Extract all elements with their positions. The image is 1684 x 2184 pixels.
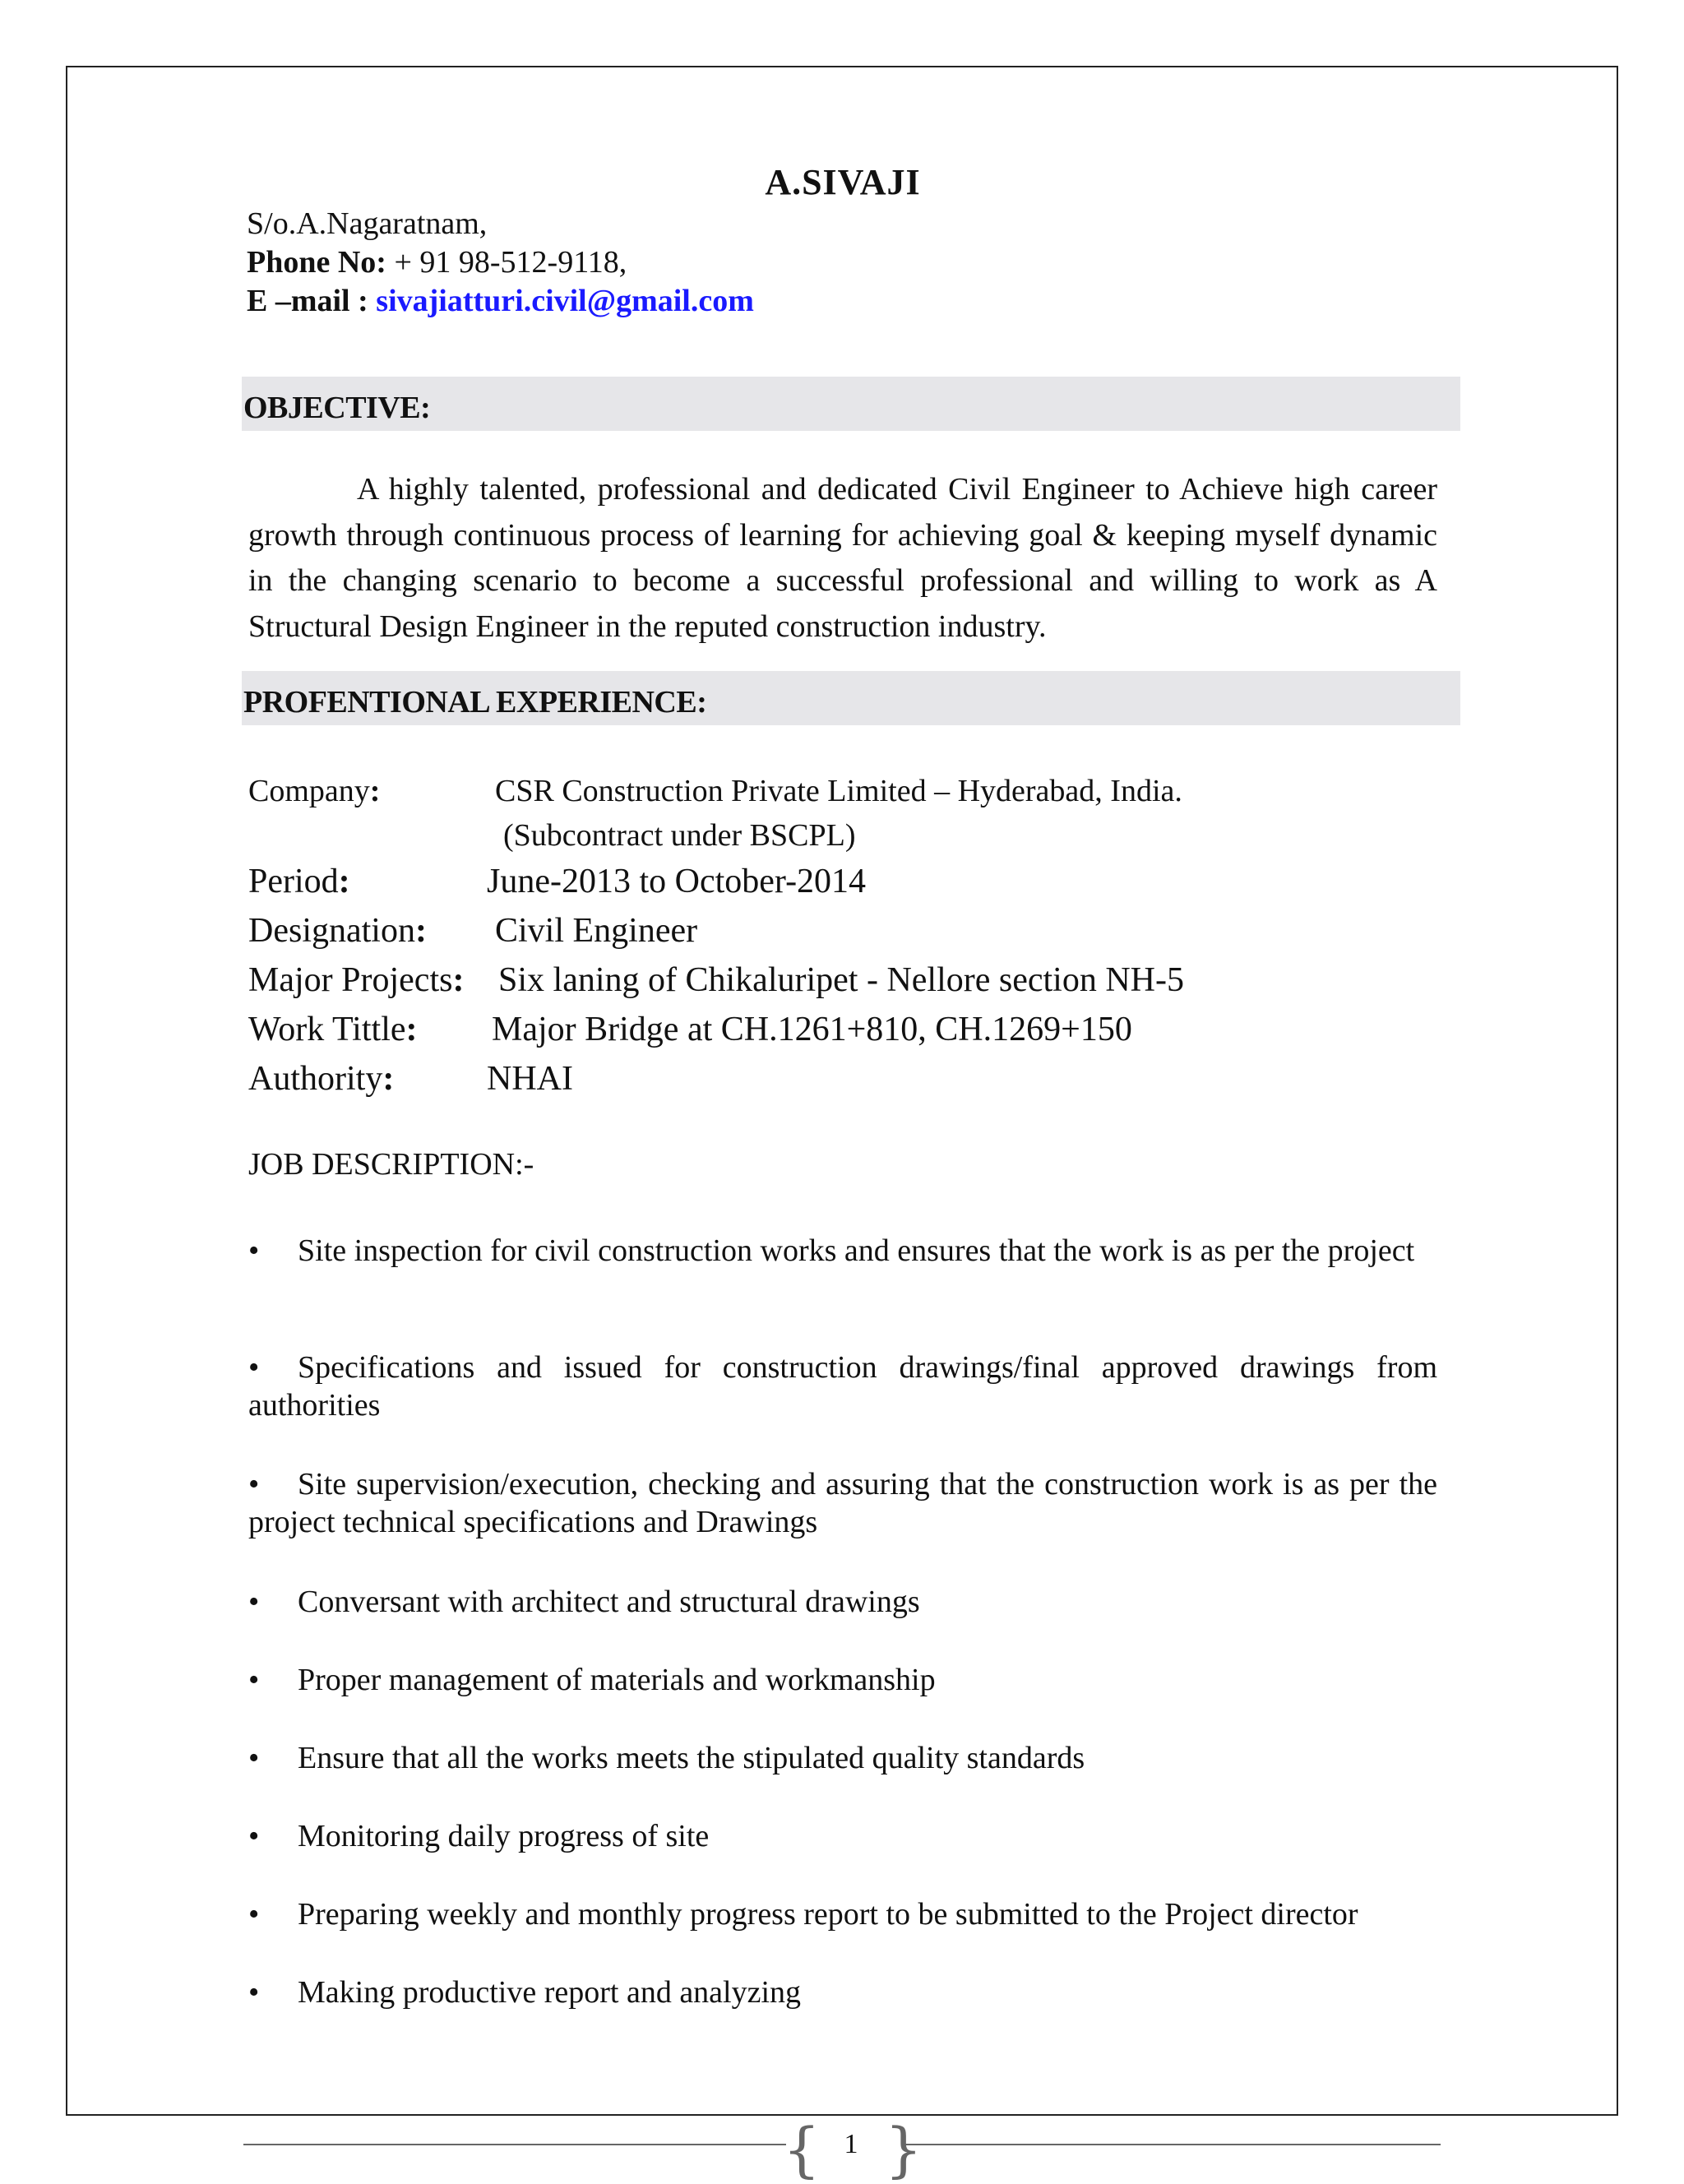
experience-heading: PROFENTIONAL EXPERIENCE:: [243, 685, 707, 720]
experience-section-bar: [242, 671, 1460, 725]
list-item: [248, 1661, 1437, 1699]
designation-label: Designation:: [248, 912, 427, 950]
list-item: [248, 1817, 1437, 1855]
objective-text: A highly talented, professional and dedicated Civil Engineer to Achieve high career growth through continuous process of learning for achieving goal & keeping myself dynamic in the changing scenario to become a successful professional and willing to work as A Structural Design Engineer in the reputed construction industry.: [248, 472, 1437, 644]
list-item: [248, 1973, 1437, 2011]
bullet-icon: •: [248, 1233, 260, 1268]
footer-rule-right: [901, 2144, 1441, 2145]
bullet-icon: •: [248, 1741, 260, 1775]
footer-brace-left: {: [783, 2115, 821, 2184]
list-item-text: Site supervision/execution, checking and assuring that the construction work is as per the project technical specifications and Drawings: [248, 1467, 1437, 1539]
bullet-icon: •: [248, 1350, 260, 1385]
period-value: June-2013 to October-2014: [487, 863, 867, 900]
authority-value: NHAI: [487, 1060, 573, 1098]
bullet-icon: •: [248, 1663, 260, 1697]
bullet-icon: •: [248, 1897, 260, 1932]
list-item: [248, 1583, 1437, 1621]
list-item-text: Specifications and issued for construction drawings/final approved drawings from authorities: [248, 1350, 1437, 1423]
list-item: [248, 1739, 1437, 1777]
list-item-text: Making productive report and analyzing: [298, 1975, 802, 2010]
list-item-text: Proper management of materials and workmanship: [298, 1663, 936, 1697]
list-item-text: Conversant with architect and structural drawings: [298, 1585, 920, 1619]
work-title-value: Major Bridge at CH.1261+810, CH.1269+150: [492, 1011, 1132, 1048]
authority-label: Authority:: [248, 1060, 395, 1098]
email-label: E –mail :: [247, 284, 377, 318]
list-item-text: Ensure that all the works meets the stipulated quality standards: [298, 1741, 1085, 1775]
email-link[interactable]: sivajiatturi.civil@gmail.com: [376, 284, 754, 318]
footer-brace-right: }: [885, 2115, 923, 2184]
bullet-icon: •: [248, 1819, 260, 1853]
objective-heading: OBJECTIVE:: [243, 391, 431, 425]
list-item: [248, 1349, 1437, 1424]
company-label: Company:: [248, 774, 381, 808]
designation-value: Civil Engineer: [495, 912, 698, 950]
phone-label: Phone No:: [247, 245, 386, 280]
objective-section-bar: [242, 377, 1460, 431]
list-item-text: Preparing weekly and monthly progress report to be submitted to the Project director: [298, 1897, 1358, 1932]
email-line: [247, 283, 754, 319]
bullet-icon: •: [248, 1975, 260, 2010]
period-label: Period:: [248, 863, 350, 900]
list-item: [248, 1465, 1437, 1541]
phone-line: [247, 244, 627, 280]
company-note: (Subcontract under BSCPL): [503, 818, 856, 853]
footer-rule-left: [243, 2144, 786, 2145]
projects-label: Major Projects:: [248, 961, 465, 999]
parent-name: S/o.A.Nagaratnam,: [247, 206, 488, 241]
page-number: 1: [844, 2129, 858, 2159]
bullet-icon: •: [248, 1467, 260, 1502]
company-value: CSR Construction Private Limited – Hyderabad, India.: [495, 774, 1182, 808]
work-title-label: Work Tittle:: [248, 1011, 418, 1048]
list-item-text: Site inspection for civil construction works and ensures that the work is as per the project: [298, 1233, 1415, 1268]
bullet-icon: •: [248, 1585, 260, 1619]
projects-value: Six laning of Chikaluripet - Nellore section NH-5: [498, 961, 1184, 999]
phone-value: + 91 98-512-9118,: [386, 245, 627, 280]
list-item: [248, 1232, 1437, 1270]
list-item: [248, 1895, 1437, 1933]
list-item-text: Monitoring daily progress of site: [298, 1819, 710, 1853]
job-description-heading: JOB DESCRIPTION:-: [248, 1147, 534, 1182]
candidate-name: A.SIVAJI: [765, 162, 921, 202]
